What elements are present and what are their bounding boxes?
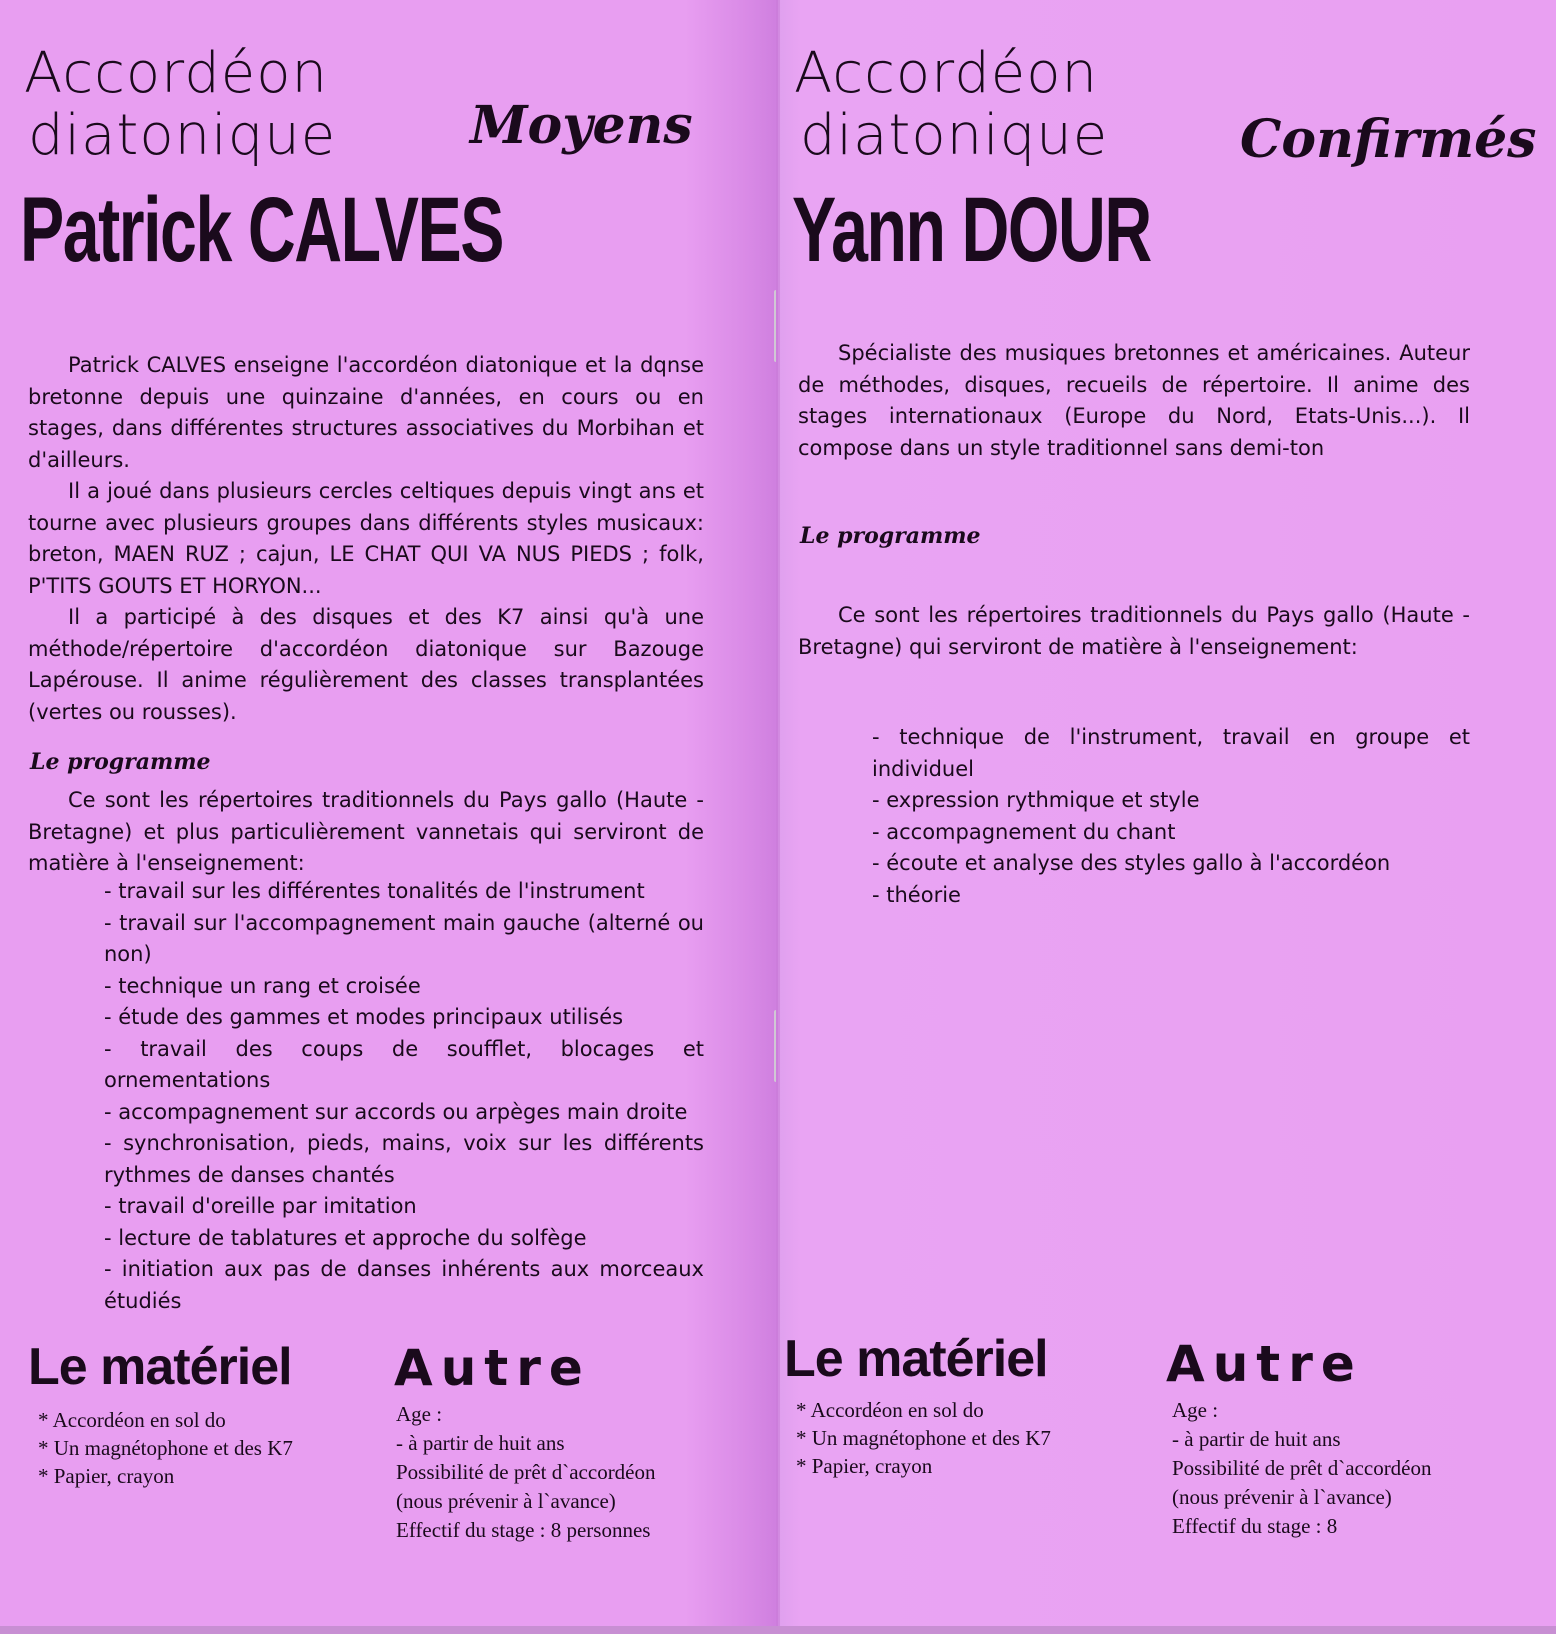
materiel-item: * Accordéon en sol do <box>38 1408 226 1432</box>
autre-heading: Autre <box>1166 1336 1363 1392</box>
materiel-list <box>796 1396 1051 1480</box>
right-page <box>778 0 1556 1634</box>
autre-heading: Autre <box>394 1340 591 1396</box>
programme-item: - accompagnement sur accords ou arpèges main droite <box>104 1099 688 1124</box>
autre-item: Age : <box>1172 1398 1219 1422</box>
programme-item: - travail sur l'accompagnement main gauche (alterné ou non) <box>104 910 704 966</box>
page-bottom-edge <box>0 1626 1556 1634</box>
teacher-bio <box>28 350 704 728</box>
programme-item: - lecture de tablatures et approche du solfège <box>104 1225 587 1250</box>
materiel-item: * Papier, crayon <box>38 1464 175 1488</box>
instrument-title-line1: Accordéon <box>24 41 328 106</box>
autre-item: (nous prévenir à l`avance) <box>396 1489 616 1513</box>
autre-item: - à partir de huit ans <box>396 1431 565 1455</box>
level-label: Confirmés <box>1240 109 1537 170</box>
programme-heading: Le programme <box>800 523 981 549</box>
materiel-item: * Un magnétophone et des K7 <box>796 1426 1051 1450</box>
staple-icon <box>774 290 782 362</box>
bio-paragraph: Il a participé à des disques et des K7 ainsi qu'à une méthode/répertoire d'accordéon diatonique sur Bazouge Lapérouse. Il anime régulièrement des classes transplantées (vertes ou rousses). <box>28 605 704 724</box>
bio-paragraph: Il a joué dans plusieurs cercles celtiques depuis vingt ans et tourne avec plusieurs groupes dans différents styles musicaux: breton, MAEN RUZ ; cajun, LE CHAT QUI VA NUS PIEDS ; folk, P'TITS GOUTS ET HORYON... <box>28 479 704 598</box>
programme-list <box>104 876 704 1317</box>
programme-item: - technique un rang et croisée <box>104 973 421 998</box>
bio-paragraph: Spécialiste des musiques bretonnes et américaines. Auteur de méthodes, disques, recueils de répertoire. Il anime des stages internationaux (Europe du Nord, Etats-Unis...). Il compose dans un style traditionnel sans demi-ton <box>798 341 1470 460</box>
programme-item: - synchronisation, pieds, mains, voix sur les différents rythmes de danses chantés <box>104 1131 704 1187</box>
teacher-bio <box>798 338 1470 464</box>
materiel-item: * Accordéon en sol do <box>796 1398 984 1422</box>
materiel-heading: Le matériel <box>784 1330 1048 1388</box>
programme-item: - écoute et analyse des styles gallo à l'accordéon <box>872 851 1391 875</box>
autre-item: Possibilité de prêt d`accordéon <box>1172 1456 1432 1480</box>
programme-item: - travail sur les différentes tonalités de l'instrument <box>104 879 645 903</box>
level-label: Moyens <box>470 95 693 156</box>
autre-item: Effectif du stage : 8 <box>1172 1514 1338 1538</box>
programme-intro-text: Ce sont les répertoires traditionnels du Pays gallo (Haute - Bretagne) qui serviront de matière à l'enseignement: <box>798 603 1470 659</box>
programme-item: - expression rythmique et style <box>872 788 1200 812</box>
instrument-title-line2: diatonique <box>800 103 1109 168</box>
programme-item: - initiation aux pas de danses inhérents aux morceaux étudiés <box>104 1257 704 1313</box>
programme-intro <box>28 785 704 880</box>
programme-item: - théorie <box>872 882 961 907</box>
materiel-list <box>38 1406 293 1490</box>
spine-fold <box>776 0 780 1634</box>
programme-list <box>872 722 1470 911</box>
instrument-title-line2: diatonique <box>28 103 337 168</box>
bio-paragraph: Patrick CALVES enseigne l'accordéon diatonique et la dqnse bretonne depuis une quinzaine d'années, en cours ou en stages, dans différentes structures associatives du Morbihan et d'ailleurs. <box>28 353 704 472</box>
instrument-title-line1: Accordéon <box>794 41 1098 106</box>
materiel-item: * Papier, crayon <box>796 1454 933 1478</box>
staple-icon <box>774 1010 782 1082</box>
autre-list <box>396 1400 656 1545</box>
autre-list <box>1172 1396 1432 1541</box>
teacher-name: Yann DOUR <box>792 179 1151 281</box>
programme-item: - accompagnement du chant <box>872 819 1176 844</box>
programme-intro-text: Ce sont les répertoires traditionnels du Pays gallo (Haute - Bretagne) et plus particulièrement vannetais qui serviront de matière à l'enseignement: <box>28 788 704 875</box>
programme-intro <box>798 600 1470 663</box>
materiel-item: * Un magnétophone et des K7 <box>38 1436 293 1460</box>
programme-item: - travail d'oreille par imitation <box>104 1194 417 1218</box>
teacher-name: Patrick CALVES <box>20 179 503 281</box>
materiel-heading: Le matériel <box>28 1338 292 1396</box>
autre-item: - à partir de huit ans <box>1172 1427 1341 1451</box>
programme-item: - technique de l'instrument, travail en groupe et individuel <box>872 725 1470 781</box>
programme-item: - étude des gammes et modes principaux utilisés <box>104 1005 624 1029</box>
autre-item: Effectif du stage : 8 personnes <box>396 1518 651 1542</box>
programme-item: - travail des coups de soufflet, blocages et ornementations <box>104 1036 704 1092</box>
autre-item: (nous prévenir à l`avance) <box>1172 1485 1392 1509</box>
programme-heading: Le programme <box>30 749 211 775</box>
autre-item: Age : <box>396 1402 443 1426</box>
autre-item: Possibilité de prêt d`accordéon <box>396 1460 656 1484</box>
